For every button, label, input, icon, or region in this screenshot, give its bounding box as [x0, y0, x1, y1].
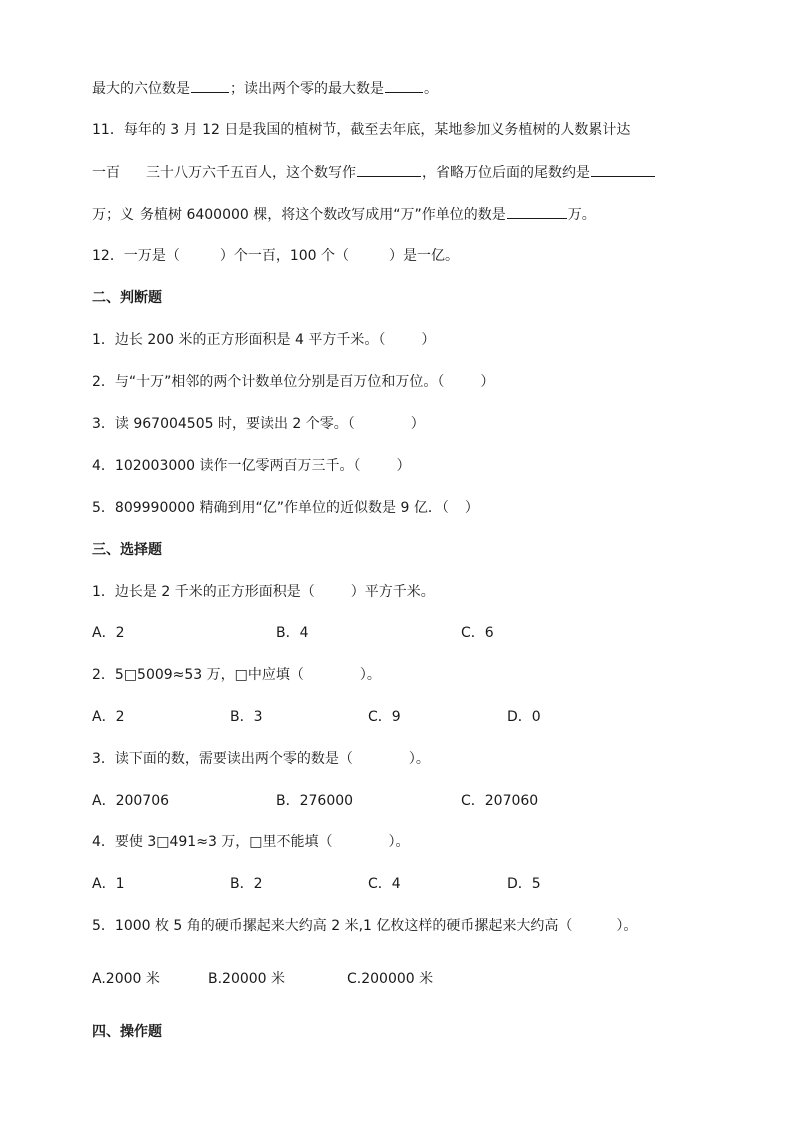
text: ；读出两个零的最大数是	[230, 81, 384, 97]
choice-q4-option-a[interactable]: A．1	[92, 876, 125, 892]
text: ）	[421, 332, 436, 348]
choice-q3-stem	[92, 750, 708, 768]
text: ）	[396, 458, 411, 474]
choice-q5-option-c[interactable]: C.200000 米	[347, 971, 434, 987]
text: 4．102003000 读作一亿零两百万三千。（	[92, 458, 361, 474]
choice-q2-stem	[92, 666, 708, 684]
choice-q2-option-a[interactable]: A．2	[92, 709, 125, 725]
text: 。	[424, 81, 438, 97]
text: 务植树 6400000 棵，将这个数改写成用“万”作单位的数是	[140, 207, 506, 223]
choice-q5-option-b[interactable]: B.20000 米	[208, 971, 286, 987]
choice-q1-option-a[interactable]: A．2	[92, 625, 125, 641]
text: 一百	[92, 165, 120, 181]
choice-q2-option-b[interactable]: B．3	[230, 709, 263, 725]
choice-q1-option-b[interactable]: B．4	[276, 625, 309, 641]
section-title-operation: 四、操作题	[92, 1024, 162, 1040]
text: ）。	[359, 667, 381, 683]
choice-q1-stem	[92, 583, 708, 601]
choice-q3-option-a[interactable]: A．200706	[92, 793, 170, 809]
question-max-six-digit	[92, 79, 708, 98]
text: ）平方千米。	[350, 584, 435, 600]
judgement-item-4	[92, 457, 708, 475]
section-title-multiple-choice: 三、选择题	[92, 542, 162, 558]
judgement-item-1	[92, 331, 708, 349]
answer-blank[interactable]	[591, 163, 655, 177]
text: ）	[410, 416, 425, 432]
choice-q4-option-b[interactable]: B．2	[230, 876, 263, 892]
text: 5．1000 枚 5 角的硬币摞起来大约高 2 米,1 亿枚这样的硬币摞起来大约高（	[92, 918, 573, 934]
choice-q4-stem	[92, 833, 708, 851]
choice-q5-option-a[interactable]: A.2000 米	[92, 971, 160, 987]
answer-blank[interactable]	[385, 79, 423, 93]
text: ，省略万位后面的尾数约是	[422, 165, 590, 181]
text: 2．与“十万”相邻的两个计数单位分别是百万位和万位。（	[92, 374, 445, 390]
question-11-line2	[92, 163, 708, 182]
text: ）。	[616, 918, 638, 934]
choice-q2-option-c[interactable]: C．9	[368, 709, 401, 725]
answer-blank[interactable]	[507, 205, 567, 219]
judgement-item-5	[92, 499, 708, 517]
text: ）。	[388, 834, 410, 850]
choice-q3-option-b[interactable]: B．276000	[276, 793, 354, 809]
text: 1．边长是 2 千米的正方形面积是（	[92, 584, 315, 600]
text: 12．一万是（	[92, 248, 180, 264]
text: ）个一百，100 个（	[219, 248, 349, 264]
section-title-judgement: 二、判断题	[92, 290, 162, 306]
text: 最大的六位数是	[92, 81, 190, 97]
question-12	[92, 247, 708, 265]
text: 11．每年的 3 月 12 日是我国的植树节，截至去年底，某地参加义务植树的人数累计达	[92, 122, 631, 138]
text: 5．809990000 精确到用“亿”作单位的近似数是 9 亿．（	[92, 500, 449, 516]
answer-blank[interactable]	[191, 79, 229, 93]
choice-q1-option-c[interactable]: C．6	[461, 625, 494, 641]
judgement-item-3	[92, 415, 708, 433]
text: 万。	[567, 207, 596, 223]
text: ）	[464, 500, 479, 516]
text: 3．读下面的数，需要读出两个零的数是（	[92, 751, 353, 767]
choice-q5-stem	[92, 917, 708, 935]
text: 三十八万六千五百人，这个数写作	[146, 165, 356, 181]
text: 万；义	[92, 207, 134, 223]
answer-blank[interactable]	[357, 163, 421, 177]
text: ）是一亿。	[389, 248, 459, 264]
text: 2．5□5009≈53 万，□中应填（	[92, 667, 304, 683]
choice-q4-option-d[interactable]: D．5	[507, 876, 541, 892]
choice-q3-option-c[interactable]: C．207060	[461, 793, 539, 809]
question-11-line1	[92, 121, 708, 139]
question-11-line3	[92, 205, 708, 224]
choice-q4-option-c[interactable]: C．4	[368, 876, 401, 892]
text: 4．要使 3□491≈3 万，□里不能填（	[92, 834, 333, 850]
choice-q2-option-d[interactable]: D．0	[507, 709, 541, 725]
text: 1．边长 200 米的正方形面积是 4 平方千米。（	[92, 332, 386, 348]
text: ）	[480, 374, 495, 390]
text: ）。	[408, 751, 430, 767]
text: 3．读 967004505 时，要读出 2 个零。（	[92, 416, 355, 432]
judgement-item-2	[92, 373, 708, 391]
